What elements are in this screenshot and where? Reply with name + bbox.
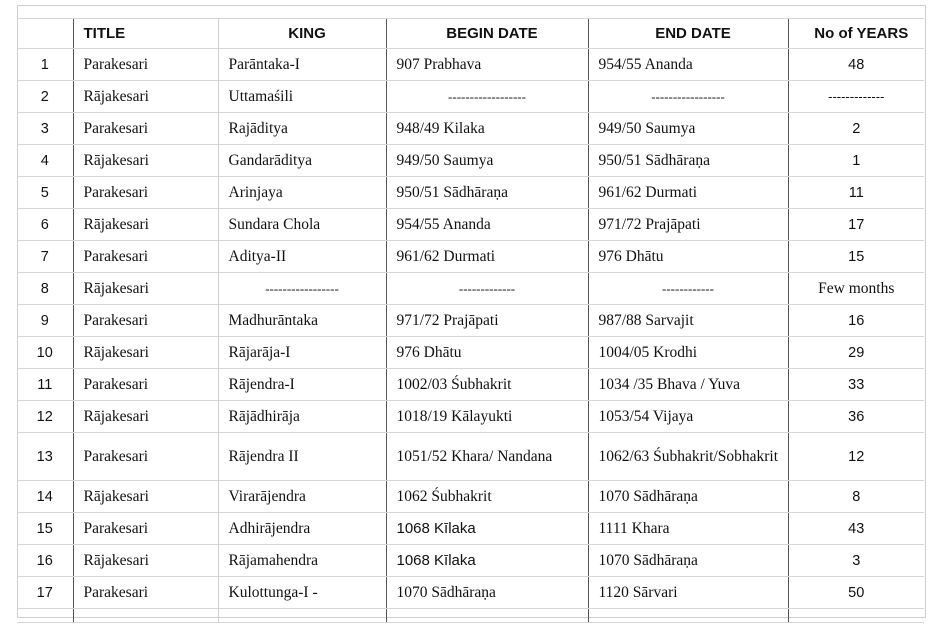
table-row [17,273,924,305]
table-row [17,145,924,177]
table-row [17,81,924,113]
cell-years: 2 [788,113,924,145]
cell-title: Rājakesari [73,209,218,241]
cell-king: Rājamahendra [218,545,386,577]
header-title: TITLE [73,19,218,49]
header-begin-date: BEGIN DATE [386,19,588,49]
blank-cell [73,609,218,623]
row-number: 5 [17,177,73,209]
cell-begin-date: ------------------ [386,81,588,113]
cell-end-date: 971/72 Prajāpati [588,209,788,241]
table-row [17,209,924,241]
row-number: 14 [17,481,73,513]
table-row [17,177,924,209]
cell-end-date: 1004/05 Krodhi [588,337,788,369]
row-number: 9 [17,305,73,337]
table-blank-row [17,609,924,623]
cell-title: Rājakesari [73,145,218,177]
cell-title: Parakesari [73,433,218,481]
cell-end-date: 1111 Khara [588,513,788,545]
cell-years: 48 [788,49,924,81]
cell-begin-date: 950/51 Sādhāraṇa [386,177,588,209]
cell-title: Rājakesari [73,481,218,513]
cell-end-date: ----------------- [588,81,788,113]
cell-king: Rājendra II [218,433,386,481]
cell-king: Arinjaya [218,177,386,209]
cell-king: ----------------- [218,273,386,305]
cell-end-date: 1070 Sādhāraṇa [588,481,788,513]
chola-kings-table [17,18,924,623]
row-number: 12 [17,401,73,433]
cell-years: 16 [788,305,924,337]
blank-cell [588,609,788,623]
row-number: 2 [17,81,73,113]
cell-king: Rājādhirāja [218,401,386,433]
cell-years: 29 [788,337,924,369]
cell-begin-date: ------------- [386,273,588,305]
cell-king: Adhirājendra [218,513,386,545]
table-row [17,369,924,401]
cell-king: Madhurāntaka [218,305,386,337]
cell-begin-date: 1062 Śubhakrit [386,481,588,513]
table-row [17,401,924,433]
cell-king: Virarājendra [218,481,386,513]
cell-king: Kulottunga-I - [218,577,386,609]
cell-begin-date: 907 Prabhava [386,49,588,81]
cell-end-date: 961/62 Durmati [588,177,788,209]
row-number: 10 [17,337,73,369]
row-number: 8 [17,273,73,305]
cell-begin-date: 948/49 Kilaka [386,113,588,145]
cell-begin-date: 961/62 Durmati [386,241,588,273]
header-no-of-years: No of YEARS [788,19,924,49]
blank-cell [788,609,924,623]
cell-king: Parāntaka-I [218,49,386,81]
cell-title: Parakesari [73,577,218,609]
cell-end-date: 1070 Sādhāraṇa [588,545,788,577]
cell-begin-date: 949/50 Saumya [386,145,588,177]
header-king: KING [218,19,386,49]
blank-cell [17,609,73,623]
table-row [17,241,924,273]
blank-cell [386,609,588,623]
cell-years: 11 [788,177,924,209]
cell-end-date: 950/51 Sādhāraṇa [588,145,788,177]
row-number: 17 [17,577,73,609]
cell-king: Rājarāja-I [218,337,386,369]
cell-end-date: 954/55 Ananda [588,49,788,81]
cell-end-date: 1034 /35 Bhava / Yuva [588,369,788,401]
cell-begin-date: 954/55 Ananda [386,209,588,241]
row-number: 13 [17,433,73,481]
cell-king: Uttamaśili [218,81,386,113]
row-number: 4 [17,145,73,177]
cell-begin-date: 1068 Kīlaka [386,545,588,577]
cell-title: Parakesari [73,49,218,81]
table-row [17,49,924,81]
row-number: 1 [17,49,73,81]
cell-begin-date: 971/72 Prajāpati [386,305,588,337]
row-number: 6 [17,209,73,241]
cell-title: Rājakesari [73,81,218,113]
cell-title: Rājakesari [73,545,218,577]
cell-years: 8 [788,481,924,513]
table-row [17,481,924,513]
cell-end-date: 949/50 Saumya [588,113,788,145]
cell-begin-date: 1070 Sādhāraṇa [386,577,588,609]
cell-years: 1 [788,145,924,177]
cell-title: Parakesari [73,305,218,337]
cell-years: 36 [788,401,924,433]
cell-years: ------------- [788,81,924,113]
cell-title: Parakesari [73,369,218,401]
cell-title: Parakesari [73,113,218,145]
cell-king: Rajāditya [218,113,386,145]
table-row [17,577,924,609]
cell-years: 43 [788,513,924,545]
cell-begin-date: 1018/19 Kālayukti [386,401,588,433]
row-number: 3 [17,113,73,145]
cell-end-date: 1062/63 Śubhakrit/Sobhakrit [588,433,788,481]
table-row [17,545,924,577]
table-row [17,337,924,369]
cell-years: 50 [788,577,924,609]
cell-end-date: ------------ [588,273,788,305]
cell-title: Parakesari [73,241,218,273]
cell-title: Rājakesari [73,337,218,369]
cell-years: 17 [788,209,924,241]
cell-title: Parakesari [73,177,218,209]
header-index [17,19,73,49]
cell-end-date: 1053/54 Vijaya [588,401,788,433]
cell-end-date: 1120 Sārvari [588,577,788,609]
cell-years: 12 [788,433,924,481]
row-number: 7 [17,241,73,273]
cell-title: Parakesari [73,513,218,545]
cell-king: Aditya-II [218,241,386,273]
cell-title: Rājakesari [73,401,218,433]
table-header-row [17,19,924,49]
cell-begin-date: 1068 Kīlaka [386,513,588,545]
cell-years: 3 [788,545,924,577]
cell-years: 15 [788,241,924,273]
row-number: 15 [17,513,73,545]
table-row [17,433,924,481]
row-number: 16 [17,545,73,577]
blank-cell [218,609,386,623]
header-end-date: END DATE [588,19,788,49]
cell-years: Few months [788,273,924,305]
cell-end-date: 976 Dhātu [588,241,788,273]
table-row [17,113,924,145]
cell-king: Gandarāditya [218,145,386,177]
cell-king: Rājendra-I [218,369,386,401]
row-number: 11 [17,369,73,401]
table-row [17,513,924,545]
cell-title: Rājakesari [73,273,218,305]
cell-begin-date: 976 Dhātu [386,337,588,369]
cell-begin-date: 1051/52 Khara/ Nandana [386,433,588,481]
table-row [17,305,924,337]
cell-years: 33 [788,369,924,401]
cell-king: Sundara Chola [218,209,386,241]
cell-begin-date: 1002/03 Śubhakrit [386,369,588,401]
cell-end-date: 987/88 Sarvajit [588,305,788,337]
